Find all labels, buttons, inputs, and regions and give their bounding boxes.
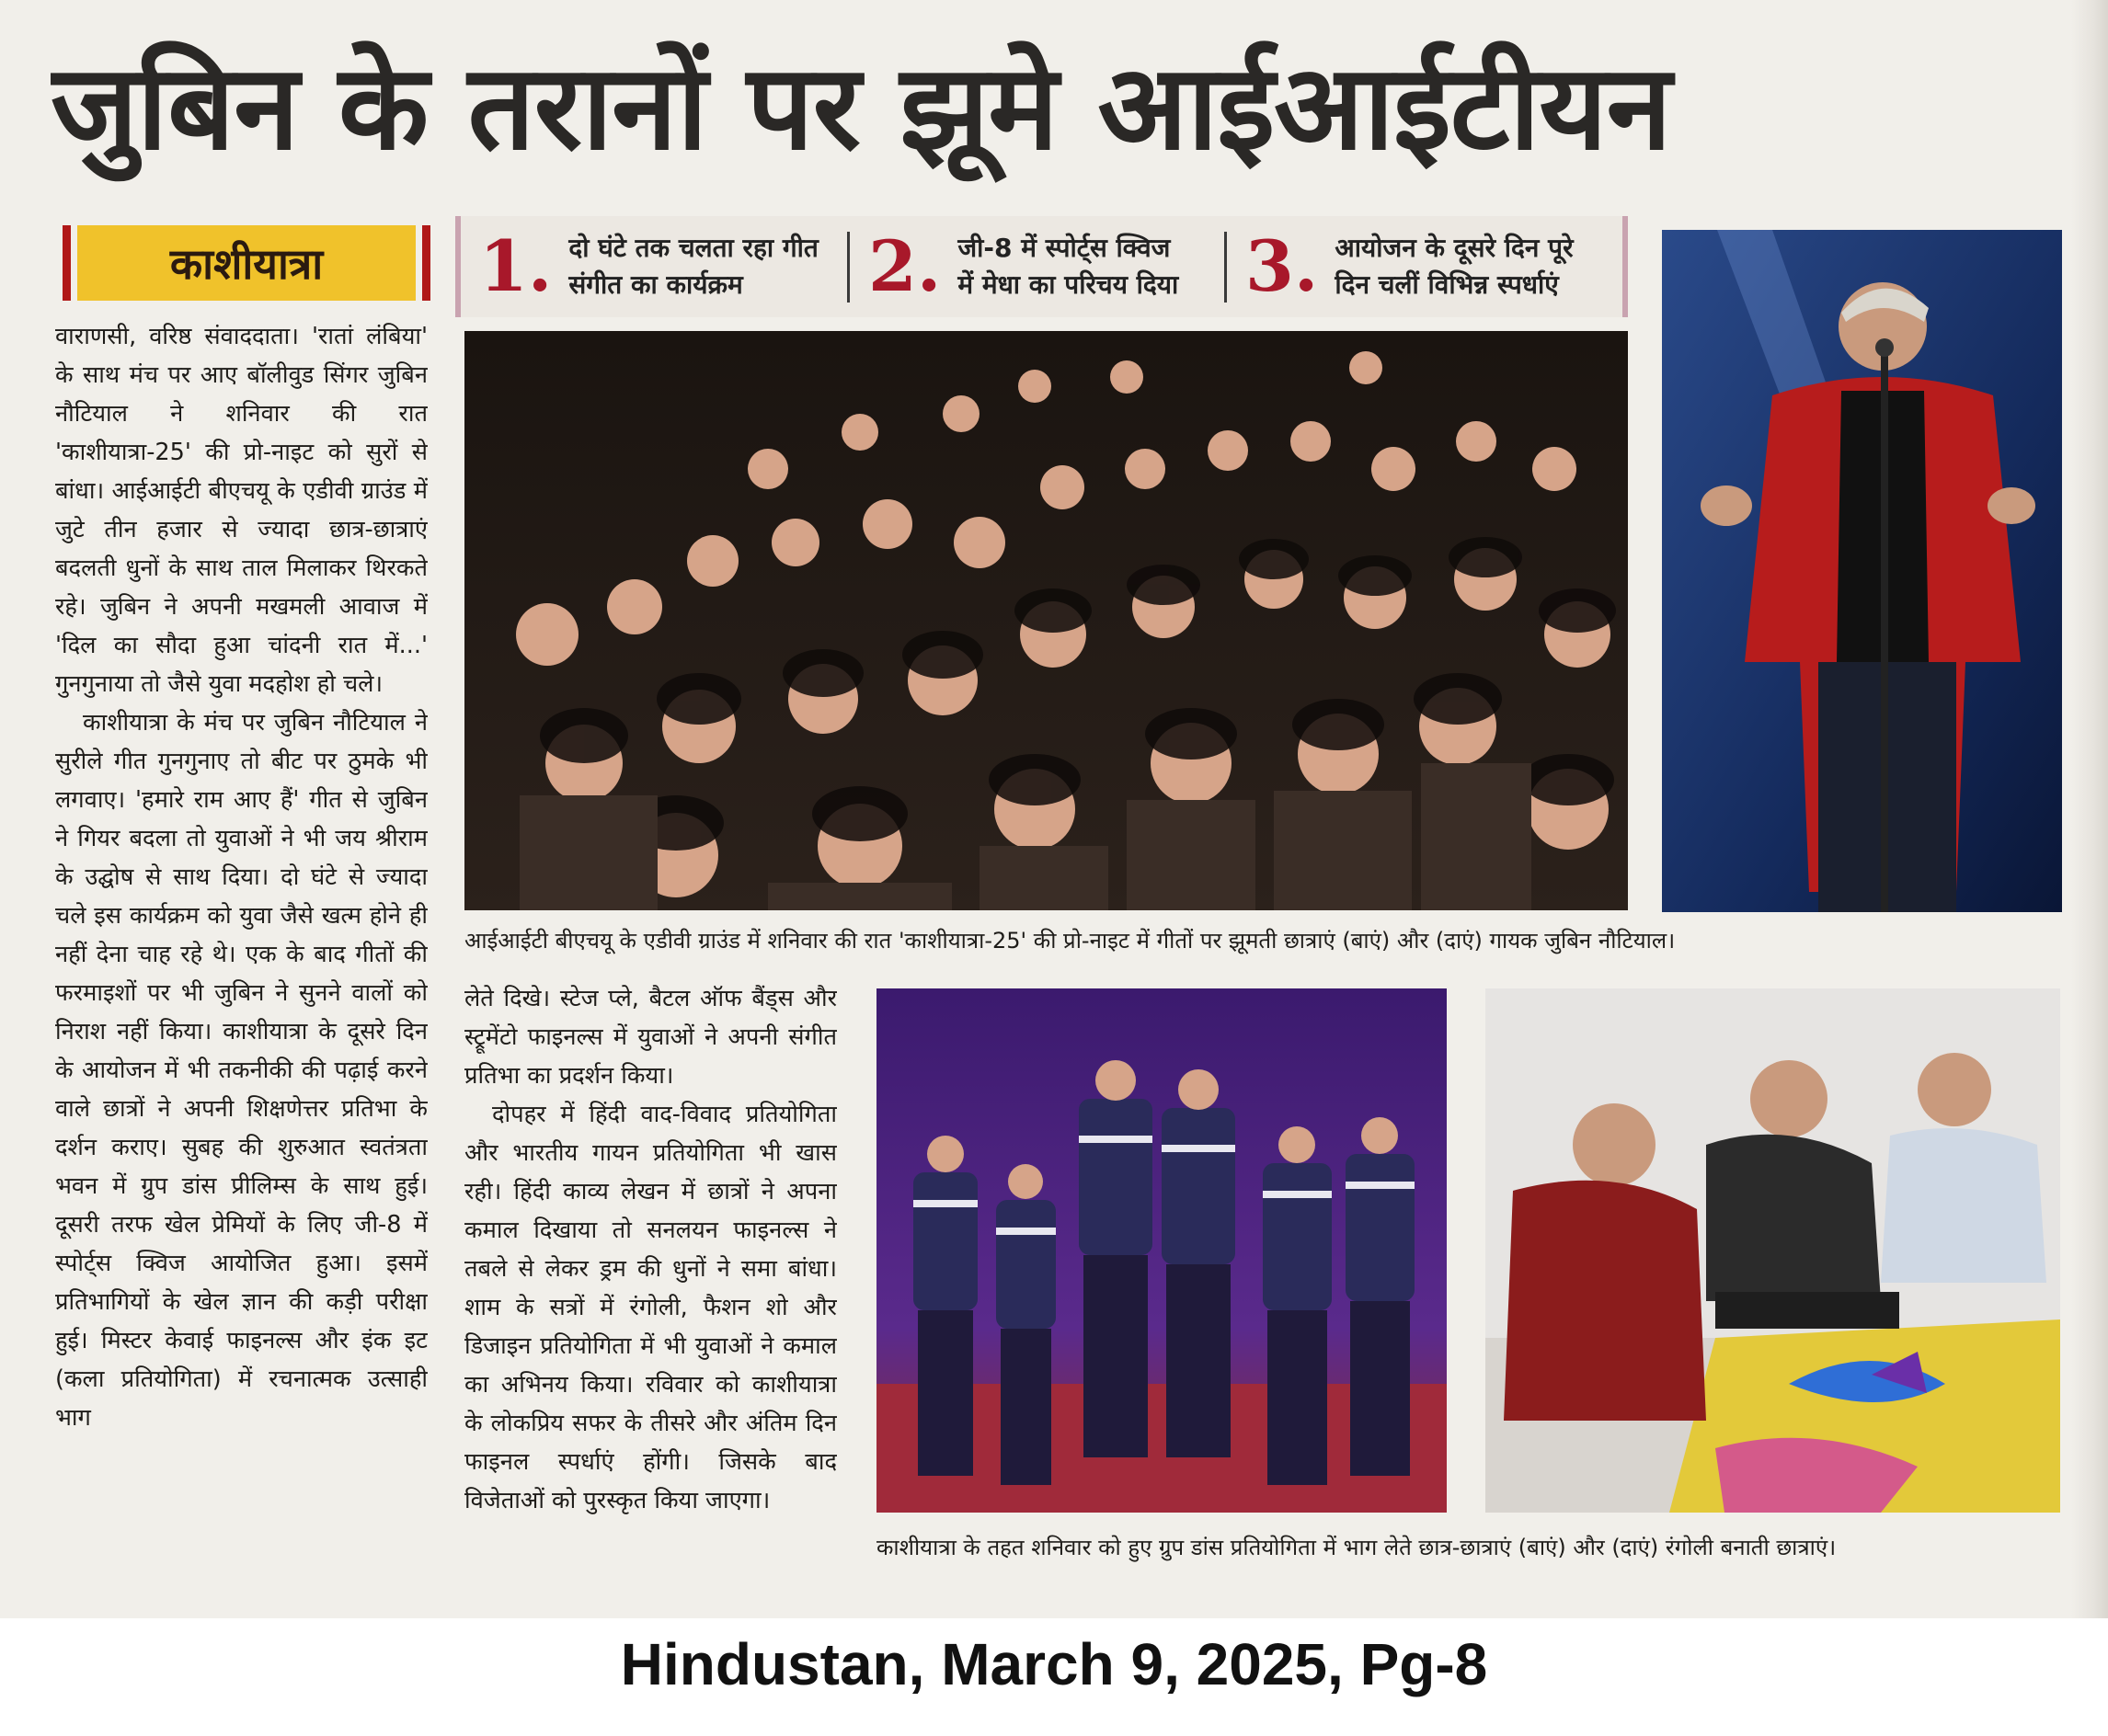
rangoli-photo [1485, 988, 2060, 1513]
tag-bar-right [422, 225, 430, 301]
singer-photo [1662, 230, 2062, 912]
source-credit: Hindustan, March 9, 2025, Pg-8 [620, 1631, 1488, 1697]
paper-edge [2071, 0, 2108, 1618]
article-paragraph: दोपहर में हिंदी वाद-विवाद प्रतियोगिता और भारतीय गायन प्रतियोगिता भी खास रही। हिंदी काव्य लेखन में छात्रों ने अपना कमाल दिखाया तो सनलयन फाइनल्स ने तबले से लेकर ड्रम की धुनों ने समा बांधा। शाम के सत्रों में रंगोली, फैशन शो और डिजाइन प्रतियोगिता में भी युवाओं ने कमाल का अभिनय किया। रविवार को काशीयात्रा के लोकप्रिय सफर के तीसरे और अंतिम दिन फाइनल स्पर्धाएं होंगी। जिसके बाद विजेताओं को पुरस्कृत किया जाएगा। [464, 1101, 837, 1514]
highlight-3 [1224, 225, 1620, 307]
highlight-number: 3. [1245, 225, 1319, 307]
photo-caption-bottom: काशीयात्रा के तहत शनिवार को हुए ग्रुप डांस प्रतियोगिता में भाग लेते छात्र-छात्राएं (बाएं) और (दाएं) रंगोली बनाती छात्राएं। [876, 1535, 1837, 1560]
dance-photo-art [876, 988, 1447, 1513]
article-paragraph: काशीयात्रा के मंच पर जुबिन नौटियाल ने सुरीले गीत गुनगुनाए तो बीट पर ठुमके भी लगवाए। 'हमारे राम आए हैं' गीत से जुबिन ने गियर बदला तो युवाओं ने भी जय श्रीराम के उद्घोष से साथ दिया। दो घंटे से ज्यादा चले इस कार्यक्रम को युवा जैसे खत्म होने ही नहीं देना चाह रहे थे। एक के बाद गीतों की फरमाइशों पर भी जुबिन ने सुनने वालों को निराश नहीं किया। काशीयात्रा के दूसरे दिन के आयोजन में भी तकनीकी की पढ़ाई करने वाले छात्रों ने अपनी शिक्षणेत्तर प्रतिभा के दर्शन कराए। सुबह की शुरुआत स्वतंत्रता भवन में ग्रुप डांस प्रीलिम्स के साथ हुई। दूसरी तरफ खेल प्रेमियों के लिए जी-8 में स्पोर्ट्स क्विज आयोजित हुआ। इसमें प्रतिभागियों के खेल ज्ञान की कड़ी परीक्षा हुई। मिस्टर केवाई फाइनल्स और इंक इट (कला प्रतियोगिता) में रचनात्मक उत्साही भाग [55, 709, 428, 1432]
photo-caption-top: आईआईटी बीएचयू के एडीवी ग्राउंड में शनिवार की रात 'काशीयात्रा-25' की प्रो-नाइट में गीतों पर झूमती छात्राएं (बाएं) और (दाएं) गायक जुबिन नौटियाल। [464, 928, 1676, 954]
tag-bar-left [63, 225, 71, 301]
article-column-middle [464, 979, 837, 1582]
highlight-text: आयोजन के दूसरे दिन पूरे दिन चलीं विभिन्न स्पर्धाएं [1335, 233, 1574, 300]
headline: जुबिन के तरानों पर झूमे आईआईटीयन [51, 40, 1671, 177]
highlight-text: दो घंटे तक चलता रहा गीत संगीत का कार्यक्रम [568, 233, 819, 300]
dance-photo [876, 988, 1447, 1513]
highlight-text: जी-8 में स्पोर्ट्स क्विज में मेधा का परिचय दिया [957, 233, 1179, 300]
highlights-strip [455, 216, 1628, 317]
article-paragraph: वाराणसी, वरिष्ठ संवाददाता। 'रातां लंबिया' के साथ मंच पर आए बॉलीवुड सिंगर जुबिन नौटियाल ने शनिवार की रात 'काशीयात्रा-25' की प्रो-नाइट को सुरों से बांधा। आईआईटी बीएचयू के एडीवी ग्राउंड में जुटे तीन हजार से ज्यादा छात्र-छात्राएं बदलती धुनों के साथ ताल मिलाकर थिरकते रहे। जुबिन ने अपनी मखमली आवाज में 'दिल का सौदा हुआ चांदनी रात में...' गुनगुनाया तो जैसे युवा मदहोश हो चले। [55, 323, 428, 698]
article-paragraph: लेते दिखे। स्टेज प्ले, बैटल ऑफ बैंड्स और स्ट्रूमेंटो फाइनल्स में युवाओं ने अपनी संगीत प्रतिभा का प्रदर्शन किया। [464, 985, 837, 1090]
singer-photo-art [1662, 230, 2062, 912]
section-tag-label: काशीयात्रा [77, 225, 416, 301]
section-tag [63, 225, 430, 301]
highlight-1 [461, 216, 847, 317]
highlight-number: 1. [479, 225, 553, 307]
rangoli-photo-art [1485, 988, 2060, 1513]
article-column-left [55, 317, 428, 1582]
crowd-photo-art [464, 331, 1628, 910]
crowd-photo [464, 331, 1628, 910]
highlight-number: 2. [868, 225, 942, 307]
highlight-2 [847, 225, 1224, 307]
